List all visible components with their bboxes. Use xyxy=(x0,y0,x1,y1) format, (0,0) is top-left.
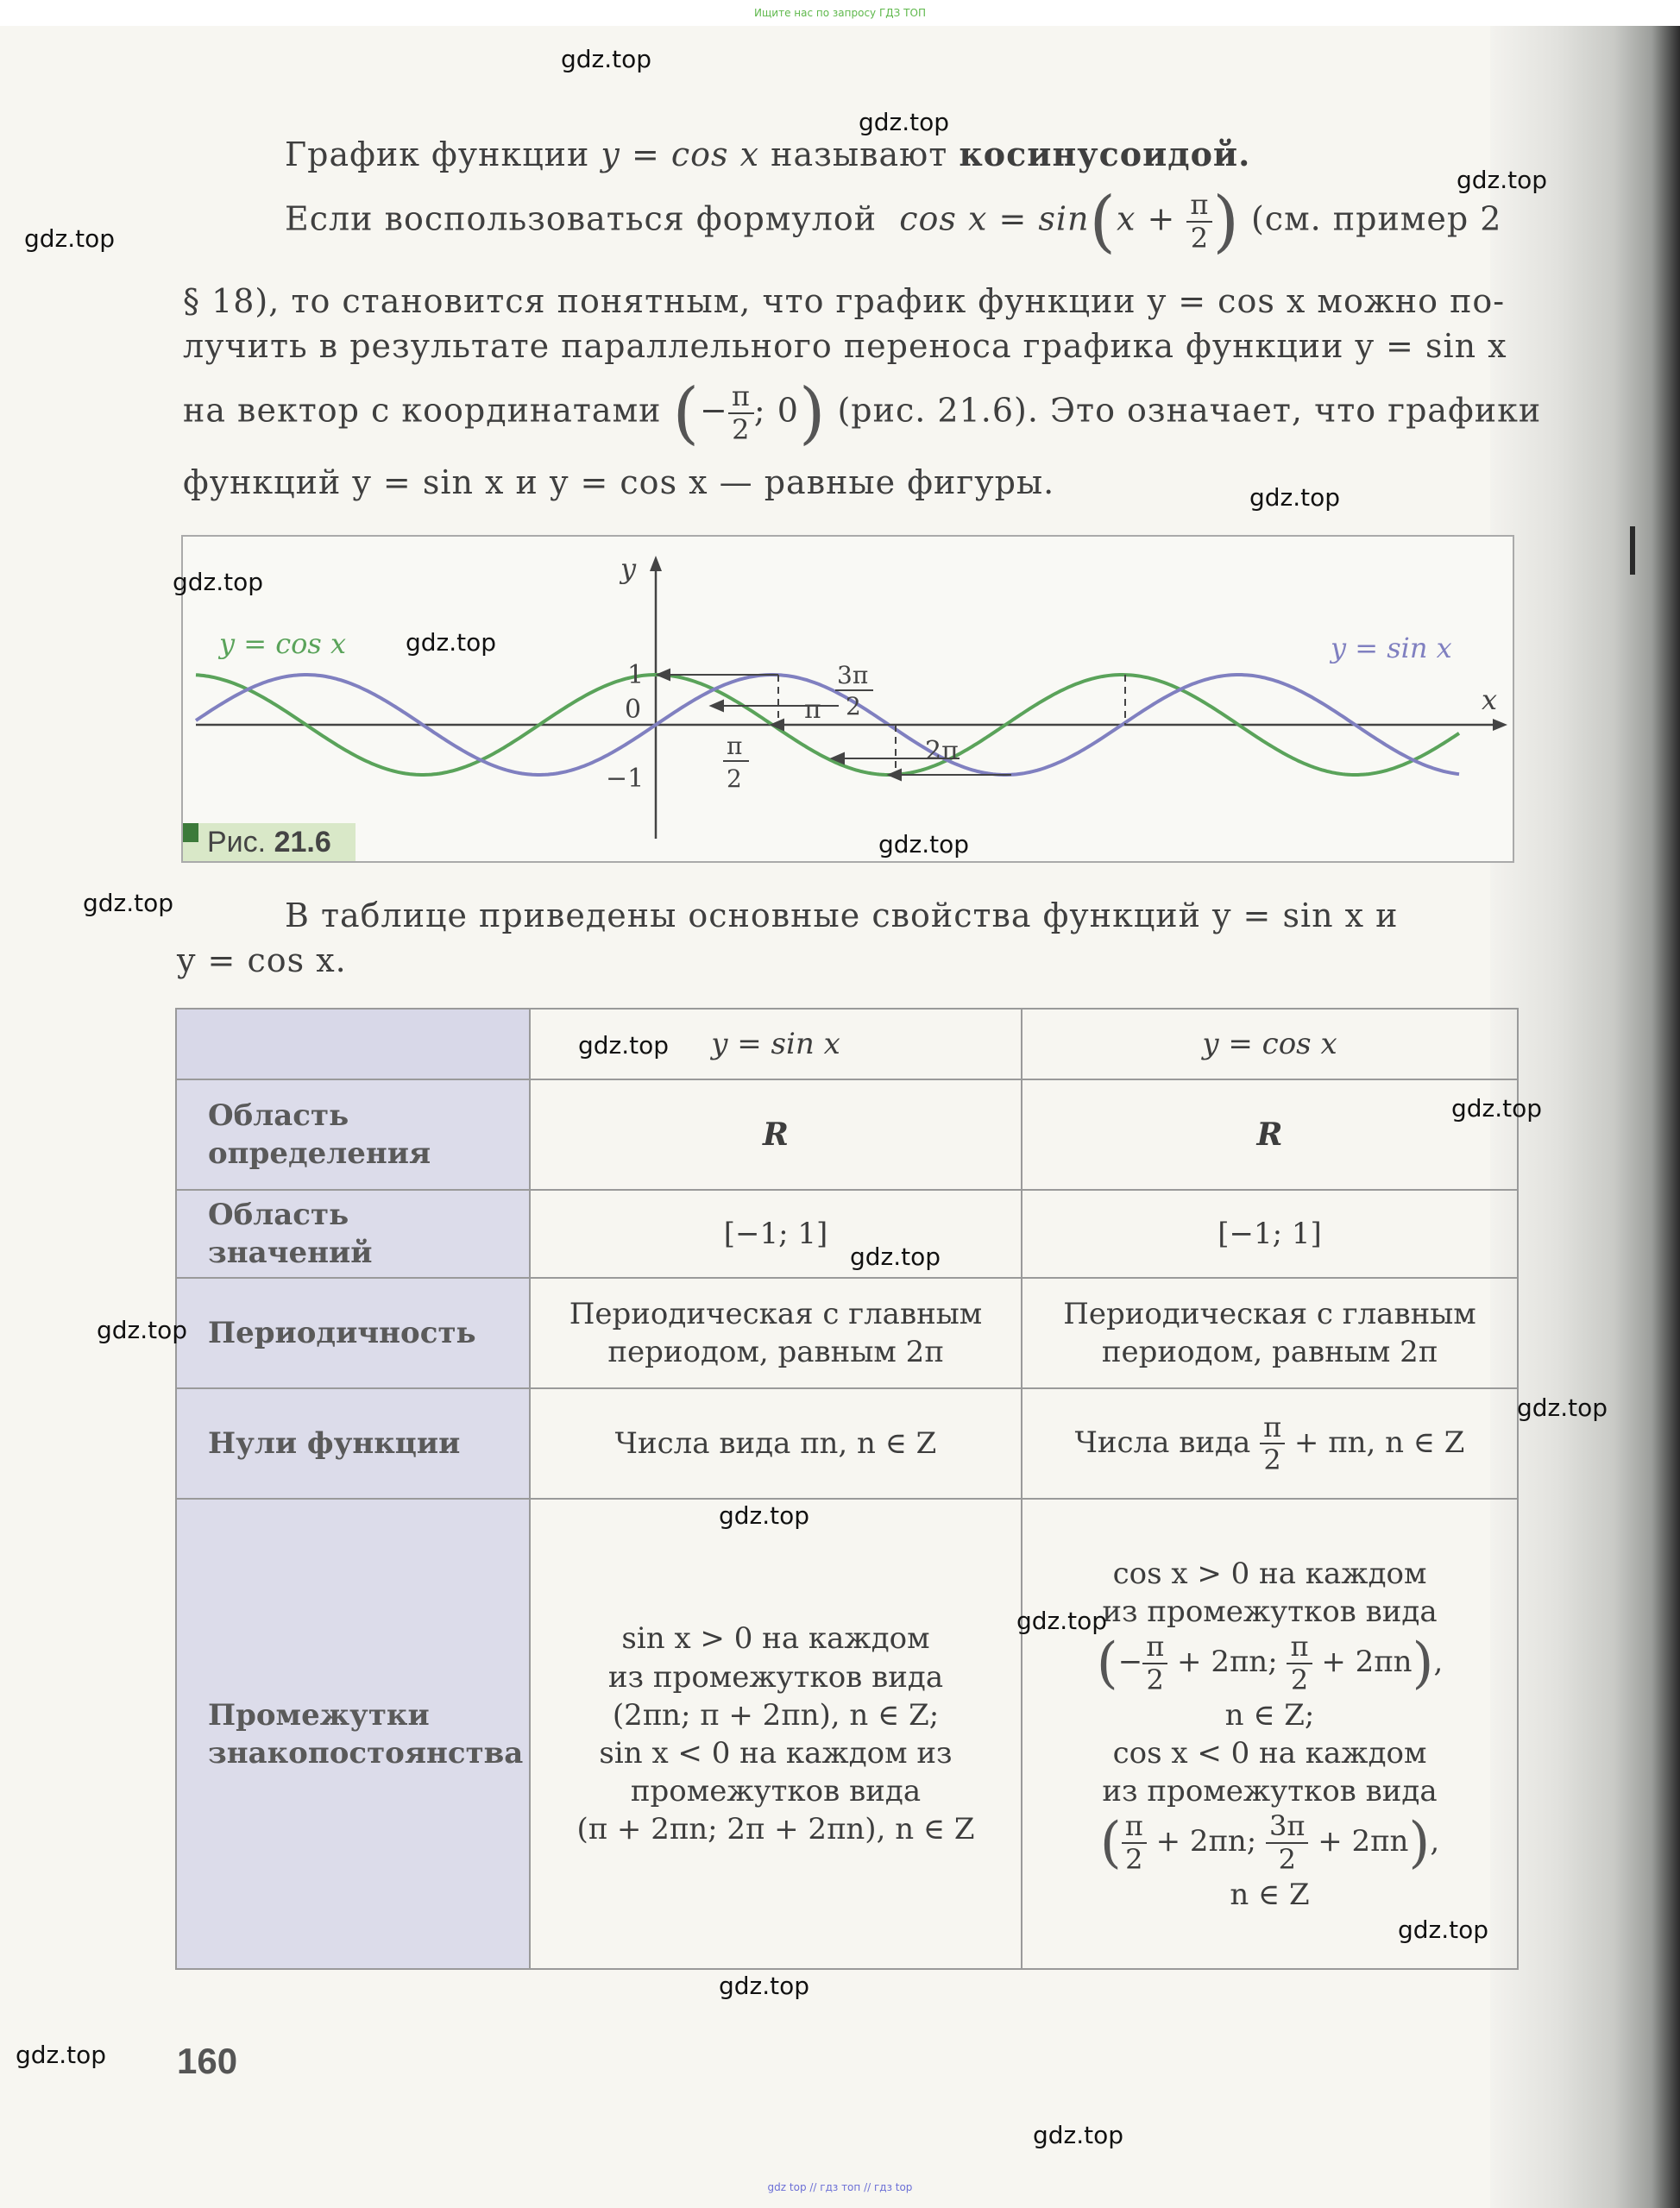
sin-legend: y = sin x xyxy=(1331,632,1452,664)
watermark: gdz.top xyxy=(1398,1915,1489,1944)
tick-three-pi-num: 3π xyxy=(837,661,869,689)
row-label-zeros: Нули функции xyxy=(176,1388,530,1499)
top-note: Ищите нас по запросу ГДЗ ТОП xyxy=(754,7,926,19)
para-1-term: косинусоидой. xyxy=(959,135,1251,173)
tick-one: 1 xyxy=(627,660,645,690)
watermark: gdz.top xyxy=(859,108,950,136)
watermark: gdz.top xyxy=(1249,483,1341,512)
para-1 xyxy=(285,135,1251,173)
tick-three-pi-den: 2 xyxy=(846,692,861,720)
para-1-text-c: называют xyxy=(771,135,948,173)
tick-zero: 0 xyxy=(625,695,642,725)
watermark: gdz.top xyxy=(1457,166,1548,194)
para-2-line-5: функций y = sin x и y = cos x — равные фигуры. xyxy=(183,463,1055,501)
page-number: 160 xyxy=(177,2041,238,2081)
cos-legend: y = cos x xyxy=(219,627,347,660)
domain-sin: R xyxy=(530,1079,1022,1190)
watermark: gdz.top xyxy=(83,889,174,917)
para-2-line-1-tail: (см. пример 2 xyxy=(1250,199,1502,238)
tick-pi-half-num: π xyxy=(727,732,743,760)
watermark: gdz.top xyxy=(850,1242,941,1271)
tick-pi: π xyxy=(804,695,821,725)
periodicity-cos: Периодическая с главным периодом, равным 2π xyxy=(1022,1278,1518,1388)
para-2-line-4-text: на вектор с координатами xyxy=(183,391,662,430)
watermark: gdz.top xyxy=(16,2041,107,2069)
watermark: gdz.top xyxy=(1451,1094,1543,1123)
x-axis-label: x xyxy=(1482,683,1498,716)
zeros-sin: Числа вида πn, n ∈ Z xyxy=(530,1388,1022,1499)
para-2-line-4-tail: (рис. 21.6). Это означает, что графики xyxy=(837,391,1542,430)
para-1-text-a: График функции xyxy=(285,135,590,173)
sign-sin: sin x > 0 на каждом из промежутков вида (2πn; π + 2πn), n ∈ Z; sin x < 0 на каждом из промежутков вида (π + 2πn; 2π + 2πn), n ∈ Z xyxy=(530,1499,1022,1969)
pi-over-two-fraction: $\frac{\pi}{2}$ xyxy=(1186,189,1212,255)
header-cos: y = cos x xyxy=(1022,1009,1518,1079)
figure-21-6 xyxy=(181,535,1514,863)
table-row xyxy=(176,1190,1518,1278)
table-header-row xyxy=(176,1009,1518,1079)
row-label-sign: Промежутки знакопостоянства xyxy=(176,1499,530,1969)
para-2-line-1: Если воспользоваться формулой cos x = sin(x + $\frac{\pi}{2}$ ) (см. пример 2 xyxy=(285,183,1502,261)
y-axis-label: y xyxy=(620,552,637,585)
tick-pi-half-den: 2 xyxy=(727,764,742,793)
para-1-formula: y = cos x xyxy=(601,135,760,173)
y-axis-arrow xyxy=(650,556,662,571)
zeros-cos: Числа вида $\frac{\pi}{2}$ + πn, n ∈ Z xyxy=(1022,1388,1518,1499)
watermark: gdz.top xyxy=(406,628,497,657)
watermark: gdz.top xyxy=(1033,2121,1124,2149)
tick-two-pi: 2π xyxy=(925,736,959,766)
bottom-note: gdz top // гдз топ // гдз top xyxy=(767,2181,913,2193)
row-label-range: Область значений xyxy=(176,1190,530,1278)
watermark: gdz.top xyxy=(24,224,116,253)
watermark: gdz.top xyxy=(719,1972,810,2000)
para-2-line-4: на вектор с координатами (− $\frac{\pi}{2}$ ; 0) (рис. 21.6). Это означает, что графики xyxy=(183,374,1542,452)
table-row xyxy=(176,1079,1518,1190)
table-row xyxy=(176,1388,1518,1499)
x-axis-arrow xyxy=(1493,719,1507,731)
para-2-line-2: § 18), то становится понятным, что график функции y = cos x можно по- xyxy=(183,282,1506,320)
watermark: gdz.top xyxy=(578,1031,670,1060)
watermark: gdz.top xyxy=(1016,1607,1108,1635)
row-label-domain: Область определения xyxy=(176,1079,530,1190)
header-sin: y = sin x xyxy=(530,1009,1022,1079)
tick-minus-one: −1 xyxy=(606,764,645,794)
para-2-line-3: лучить в результате параллельного переноса графика функции y = sin x xyxy=(183,327,1507,365)
para-2-formula-left: cos x = sin xyxy=(899,199,1090,238)
watermark: gdz.top xyxy=(561,45,652,73)
figure-caption: Рис. 21.6 xyxy=(183,823,356,861)
para-3-line-2: y = cos x. xyxy=(177,941,347,979)
header-corner xyxy=(176,1009,530,1079)
watermark: gdz.top xyxy=(97,1316,188,1344)
neg-pi-over-two-fraction: $\frac{\pi}{2}$ xyxy=(728,381,754,446)
para-2-formula-arg: x + xyxy=(1116,199,1176,238)
periodicity-sin: Периодическая с главным периодом, равным 2π xyxy=(530,1278,1022,1388)
sign-cos: cos x > 0 на каждом из промежутков вида (− $\frac{\pi}{2}$ + 2πn; $\frac{\pi}{2}$ + 2πn), n ∈ Z; cos x < 0 на каждом из промежутков вида ( $\frac{\pi}{2}$ + 2πn; $\frac{3\pi}{2}$ + 2πn), n ∈ Z xyxy=(1022,1499,1518,1969)
table-row xyxy=(176,1499,1518,1969)
spine-mark xyxy=(1630,526,1635,575)
watermark: gdz.top xyxy=(1517,1393,1608,1422)
table-row xyxy=(176,1278,1518,1388)
row-label-periodicity: Периодичность xyxy=(176,1278,530,1388)
sin-cos-graph xyxy=(183,537,1513,861)
range-cos: [−1; 1] xyxy=(1022,1190,1518,1278)
range-sin: [−1; 1] xyxy=(530,1190,1022,1278)
watermark: gdz.top xyxy=(878,830,970,859)
watermark: gdz.top xyxy=(173,568,264,596)
para-2-line-1-text: Если воспользоваться формулой xyxy=(285,199,878,238)
properties-table xyxy=(175,1008,1519,1970)
watermark: gdz.top xyxy=(719,1501,810,1530)
para-3-line-1: В таблице приведены основные свойства функций y = sin x и xyxy=(285,896,1399,934)
domain-cos: R xyxy=(1022,1079,1518,1190)
